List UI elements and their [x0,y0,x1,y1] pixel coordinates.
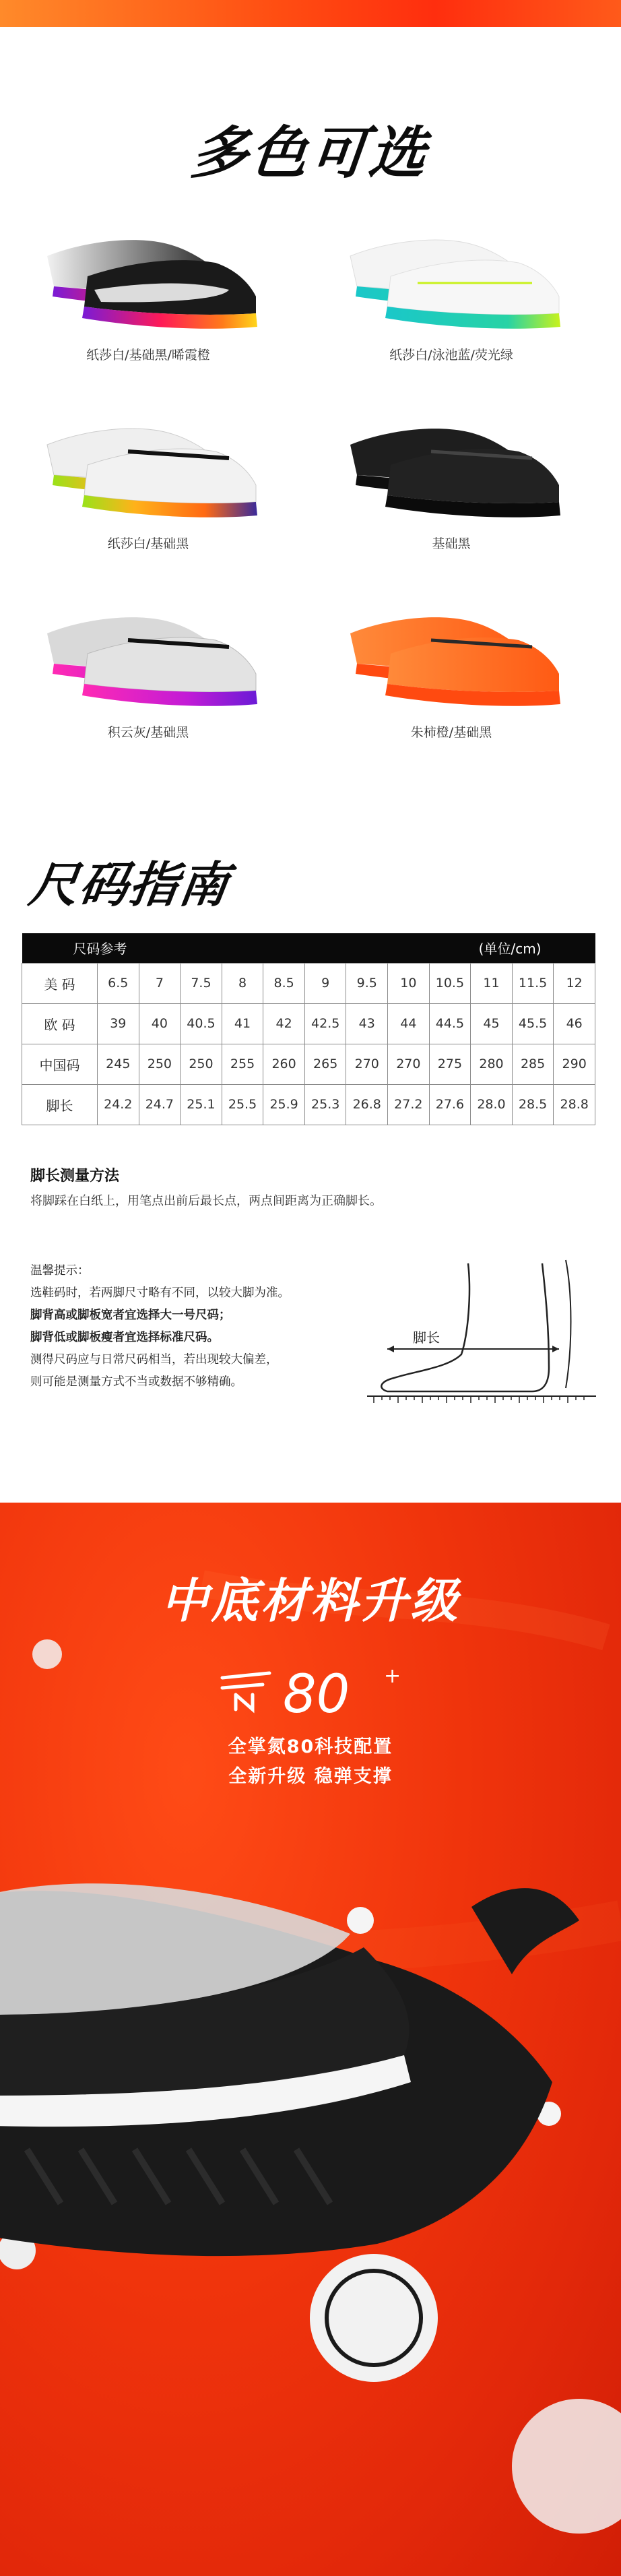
size-cell: 24.7 [139,1084,181,1125]
shoe-image-3 [27,404,269,532]
size-cell: 10 [388,963,430,1003]
shoe-image-5 [27,593,269,721]
top-orange-band [0,0,621,27]
midsole-section [0,1503,621,2576]
row-label: 美 码 [22,963,98,1003]
size-cell: 42.5 [304,1003,346,1044]
size-cell: 260 [263,1044,305,1084]
size-cell: 46 [554,1003,595,1044]
size-cell: 250 [139,1044,181,1084]
size-cell: 265 [304,1044,346,1084]
tip-line-5: 则可能是测量方式不当或数据不够精确。 [30,1375,242,1389]
size-cell: 44 [388,1003,430,1044]
measure-text: 将脚踩在白纸上，用笔点出前后最长点，两点间距离为正确脚长。 [30,1194,382,1208]
tip-line-1: 选鞋码时，若两脚尺寸略有不同，以较大脚为准。 [30,1286,290,1300]
row-label: 欧 码 [22,1003,98,1044]
variant-caption-6: 朱柿橙/基础黑 [410,725,492,740]
size-cell: 285 [512,1044,554,1084]
size-cell: 255 [222,1044,263,1084]
size-cell: 25.3 [304,1084,346,1125]
size-cell: 25.5 [222,1084,263,1125]
size-cell: 9 [304,963,346,1003]
midsole-title: 中底材料升级 [161,1573,460,1629]
size-cell: 26.8 [346,1084,388,1125]
size-cell: 25.1 [181,1084,222,1125]
variant-caption-2: 纸莎白/泳池蓝/荧光绿 [389,348,513,363]
nitrogen-80-logo [216,1664,418,1725]
size-cell: 250 [181,1044,222,1084]
size-ref-label: 尺码参考 [22,933,388,963]
nitrogen-logo-icon [216,1668,276,1715]
tips-heading: 温馨提示： [30,1264,90,1278]
size-cell: 290 [554,1044,595,1084]
foot-length-label: 脚长 [413,1329,440,1346]
color-variant-3[interactable] [27,404,269,553]
variant-caption-3: 纸莎白/基础黑 [107,536,189,551]
size-cell: 6.5 [98,963,139,1003]
size-cell: 11 [471,963,513,1003]
size-row-eu [22,1003,595,1044]
size-cell: 27.6 [429,1084,471,1125]
size-cell: 42 [263,1003,305,1044]
colors-section-title: 多色可选 [188,120,432,186]
size-cell: 7 [139,963,181,1003]
variant-caption-5: 积云灰/基础黑 [107,725,189,740]
size-cell: 40.5 [181,1003,222,1044]
size-cell: 28.8 [554,1084,595,1125]
size-cell: 11.5 [512,963,554,1003]
color-variant-2[interactable] [330,216,573,364]
size-cell: 245 [98,1044,139,1084]
variant-caption-1: 纸莎白/基础黑/晞霞橙 [86,348,210,363]
size-cell: 12 [554,963,595,1003]
tip-line-3: 脚背低或脚板瘦者宜选择标准尺码。 [30,1331,219,1344]
midsole-background-art [0,1503,621,2576]
size-cell: 8 [222,963,263,1003]
size-cell: 275 [429,1044,471,1084]
size-cell: 24.2 [98,1084,139,1125]
size-cell: 28.0 [471,1084,513,1125]
size-cell: 9.5 [346,963,388,1003]
shoe-image-2 [330,216,573,344]
size-cell: 25.9 [263,1084,305,1125]
size-table-header [22,933,595,963]
tips-block [30,1260,381,1393]
size-guide-title: 尺码指南 [26,856,234,913]
tip-line-4: 测得尺码应与日常尺码相当，若出现较大偏差， [30,1353,278,1366]
tech-line-2: 全新升级 稳弹支撑 [228,1766,393,1787]
row-label: 中国码 [22,1044,98,1084]
tip-line-2: 脚背高或脚板宽者宜选择大一号尺码； [30,1309,231,1322]
shoe-image-6 [330,593,573,721]
size-cell: 43 [346,1003,388,1044]
variant-caption-4: 基础黑 [432,536,471,551]
color-variant-5[interactable] [27,593,269,741]
size-table [22,933,595,1125]
size-cell: 40 [139,1003,181,1044]
size-cell: 28.5 [512,1084,554,1125]
size-cell: 7.5 [181,963,222,1003]
color-variant-6[interactable] [330,593,573,741]
color-variant-1[interactable] [27,216,269,364]
size-cell: 27.2 [388,1084,430,1125]
size-cell: 45 [471,1003,513,1044]
size-row-us [22,963,595,1003]
size-row-cn [22,1044,595,1084]
unit-label: (单位/cm) [388,933,595,963]
shoe-image-4 [330,404,573,532]
foot-measure-diagram [367,1253,596,1408]
size-cell: 10.5 [429,963,471,1003]
shoe-image-1 [27,216,269,344]
tech-line-1: 全掌氮80科技配置 [228,1736,393,1757]
size-cell: 44.5 [429,1003,471,1044]
size-row-foot-length [22,1084,595,1125]
size-cell: 39 [98,1003,139,1044]
size-cell: 280 [471,1044,513,1084]
size-cell: 8.5 [263,963,305,1003]
foot-icon [367,1253,596,1408]
size-cell: 45.5 [512,1003,554,1044]
row-label: 脚长 [22,1084,98,1125]
size-cell: 270 [346,1044,388,1084]
tech-number: 80 [283,1664,350,1725]
color-variant-4[interactable] [330,404,573,553]
tech-plus: + [384,1664,401,1688]
measure-heading: 脚长测量方法 [30,1168,120,1185]
size-cell: 41 [222,1003,263,1044]
size-cell: 270 [388,1044,430,1084]
